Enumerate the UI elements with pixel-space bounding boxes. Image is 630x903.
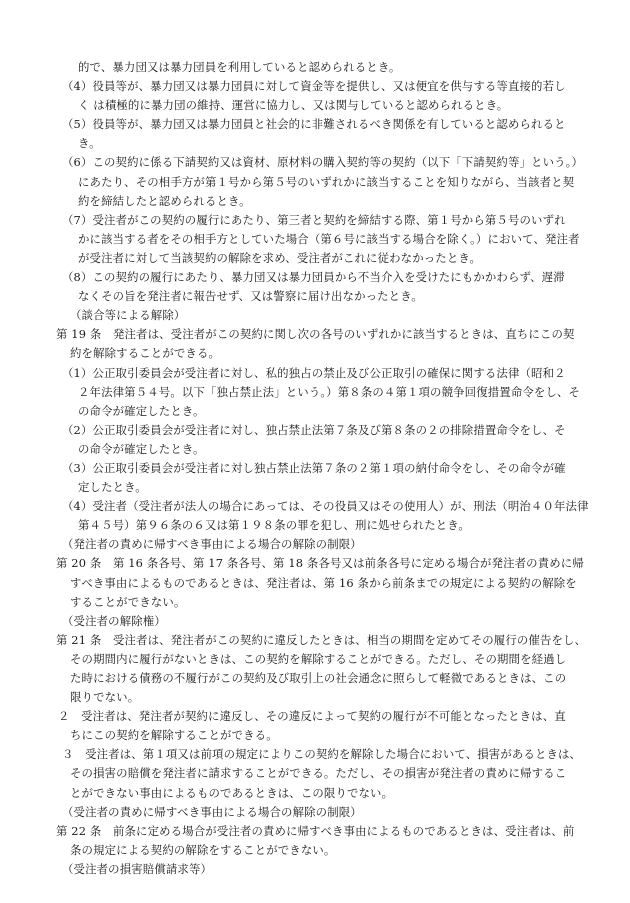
section-heading: （受注者の損害賠償請求等） — [62, 861, 213, 876]
section-heading: （受注者の責めに帰すべき事由による場合の解除の制限） — [62, 804, 362, 819]
text-line: （3）公正取引委員会が受注者に対し独占禁止法第７条の２第１項の納付命令をし、その命令が確 — [62, 460, 566, 475]
text-line: き。 — [78, 136, 101, 151]
text-line: かに該当する者をその相手方としていた場合（第６号に該当する場合を除く。）において、発注者 — [78, 231, 580, 246]
article-20: 第 20 条 第 16 条各号、第 17 条各号、第 18 条各号又は前条各号に定める場合が発注者の責めに帰 — [56, 556, 584, 571]
text-line: ２年法律第５４号。以下「独占禁止法」という。）第８条の４第１項の競争回復措置命令をし、そ — [78, 384, 581, 399]
text-line: 条の規定による契約の解除をすることができない。 — [70, 842, 336, 857]
text-line: た時における債務の不履行がこの契約及び取引上の社会通念に照らして軽微であるときは、この — [70, 671, 567, 685]
text-line: の命令が確定したとき。 — [78, 441, 205, 456]
text-line: （2）公正取引委員会が受注者に対し、独占禁止法第７条及び第８条の２の排除措置命令をし、そ — [62, 422, 566, 437]
article-21: 第 21 条 受注者は、発注者がこの契約に違反したときは、相当の期間を定めてその履行の催告をし、 — [56, 632, 587, 647]
text-line: とができない事由によるものであるときは、この限りでない。 — [70, 785, 394, 800]
text-line: （5）役員等が、暴力団又は暴力団員と社会的に非難されるべき関係を有していると認められると — [62, 117, 566, 132]
text-line: なくその旨を発注者に報告せず、又は警察に届け出なかったとき。 — [78, 289, 423, 304]
text-line: （4）受注者（受注者が法人の場合にあっては、その役員又はその使用人）が、刑法（明治４０年法律 — [62, 499, 589, 514]
text-line: （8）この契約の履行にあたり、暴力団又は暴力団員から不当介入を受けたにもかかわらず、遅滞 — [62, 270, 565, 285]
text-line: が受注者に対して当該契約の解除を求め、受注者がこれに従わなかったとき。 — [78, 250, 482, 265]
article-22: 第 22 条 前条に定める場合が受注者の責めに帰すべき事由によるものであるときは、受注者は、前 — [56, 823, 575, 838]
text-line: することができない。 — [70, 594, 186, 609]
text-line: その期間内に履行がないときは、この契約を解除することができる。ただし、その期間を経過し — [70, 651, 567, 666]
text-line: 約を締結したと認められるとき。 — [78, 193, 251, 208]
article-19: 第 19 条 発注者は、受注者がこの契約に関し次の各号のいずれかに該当するときは、直ちにこの契 — [56, 327, 575, 342]
text-line: の命令が確定したとき。 — [78, 403, 205, 418]
paragraph-3: ３ 受注者は、第１項又は前項の規定によりこの契約を解除した場合において、損害があるときは、 — [62, 747, 582, 762]
section-heading: （発注者の責めに帰すべき事由による場合の解除の制限） — [62, 537, 362, 552]
text-line: その損害の賠償を発注者に請求することができる。ただし、その損害が発注者の責めに帰するこ — [70, 766, 567, 781]
text-line: 定したとき。 — [78, 480, 147, 495]
text-line: （6）この契約に係る下請契約又は資材、原材料の購入契約等の契約（以下「下請契約等」という。） — [62, 155, 584, 170]
text-line: 第４５号）第９６条の６又は第１９８条の罪を犯し、刑に処せられたとき。 — [78, 518, 470, 533]
section-heading: （受注者の解除権） — [62, 613, 166, 628]
paragraph-2: ２ 受注者は、発注者が契約に違反し、その違反によって契約の履行が不可能となったときは、直 — [58, 709, 566, 724]
text-line: （4）役員等が、暴力団又は暴力団員に対して資金等を提供し、又は便宜を供与する等直接的若し — [62, 79, 566, 94]
text-line: にあたり、その相手方が第１号から第５号のいずれかに該当することを知りながら、当該者と契 — [78, 174, 575, 189]
text-line: 約を解除することができる。 — [70, 346, 221, 361]
text-line: （1）公正取引委員会が受注者に対し、私的独占の禁止及び公正取引の確保に関する法律（昭和２ — [62, 365, 566, 380]
text-line: （7）受注者がこの契約の履行にあたり、第三者と契約を締結する際、第１号から第５号のいずれ — [62, 212, 566, 227]
text-line: 限りでない。 — [70, 690, 140, 705]
text-line: すべき事由によるものであるときは、発注者は、第 16 条から前条までの規定による契約の解除を — [70, 575, 577, 590]
text-line: く は積極的に暴力団の維持、運営に協力し、又は関与していると認められるとき。 — [78, 98, 509, 113]
section-heading: （談合等による解除） — [70, 308, 186, 323]
text-line: ちにこの契約を解除することができる。 — [70, 728, 278, 743]
text-line: 的で、暴力団又は暴力団員を利用していると認められるとき。 — [78, 60, 401, 74]
